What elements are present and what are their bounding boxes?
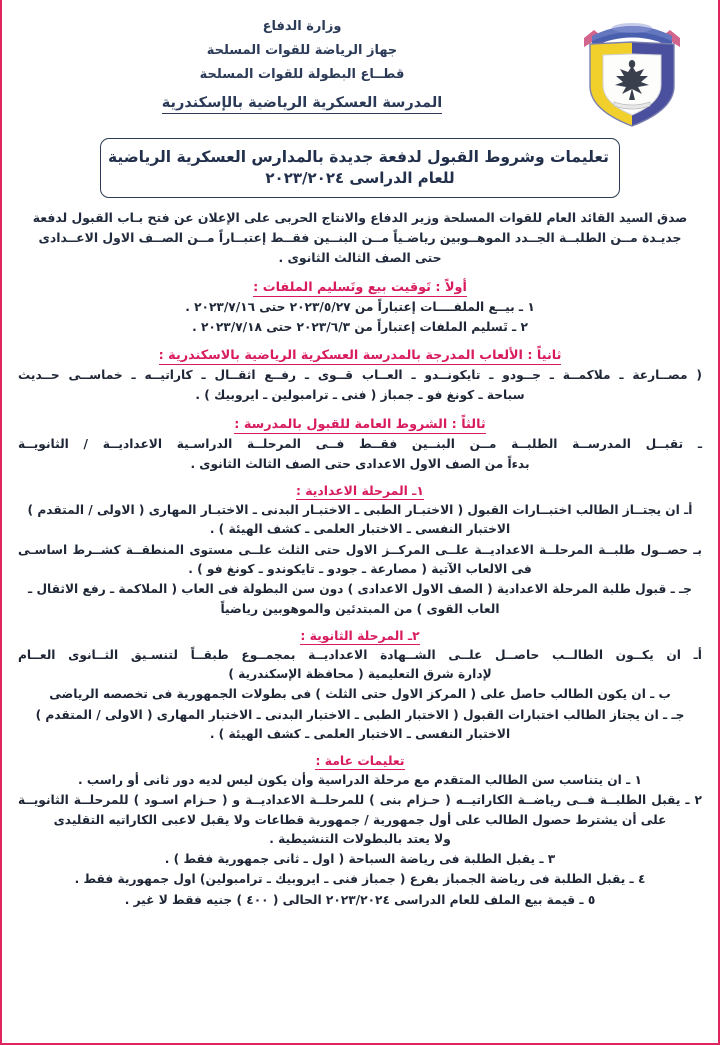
document-title-box (100, 138, 620, 198)
general-note-2 (18, 791, 702, 849)
secondary-stage-heading-text: ٢ـ المرحلة الثانوية : (300, 627, 420, 643)
section-one-heading (16, 280, 704, 295)
intro-paragraph (18, 208, 702, 268)
general-note-2-line-1: ٢ ـ يقبل الطلبــة فــى رياضــة الكاراتيــه ( حـزام بنى ) للمرحلــة الاعداديــة و ( حـزام اسـود ) للمرحلــة الثانويــة (18, 793, 702, 808)
page-title-year: للعام الدراسى ٢٠٢٣/٢٠٢٤ (265, 169, 455, 187)
section-two-sports-list (18, 366, 702, 406)
intro-line-1: صدق السيد القائد العام للقوات المسلحة وزير الدفاع والانتاج الحربى على الإعلان عن فتح بـاب القبول لدفعة (32, 210, 688, 226)
secondary-item-c-line-1: جـ ـ ان يجتاز الطالب اختبارات القبول ( الاختبار الطبى ـ الاختبار البدنى ـ الاختبار المهارى ( الاولى / المتقدم ) (35, 707, 685, 722)
prep-item-c-line-1: جـ ـ قبول طلبة المرحلة الاعدادية ( الصف الاول الاعدادى ) دون سن البطولة فى العاب ( الملاكمة ـ رفع الاثقال ـ (28, 582, 692, 597)
general-note-4: ٤ ـ يقبل الطلبة فى رياضة الجمباز بفرع ( جمباز فنى ـ ايروبيك ـ ترامبولين) اول جمهورية فقط . (74, 872, 646, 887)
secondary-stage-items (18, 646, 702, 744)
secondary-item-a-line-2: لإدارة شرق التعليمية ( محافظة الإسكندرية ) (228, 667, 492, 682)
prep-item-a (18, 501, 702, 540)
page-title: تعليمات وشروط القبول لدفعة جديدة بالمدارس العسكرية الرياضية (107, 148, 609, 166)
prep-item-c-line-2: العاب القوى ) من المبتدئين والموهوبين رياضياً (220, 601, 500, 616)
section-three-line-2: بدءاً من الصف الاول الاعدادى حتى الصف الثالث الثانوى . (190, 456, 530, 471)
section-two-heading (16, 348, 704, 363)
preparatory-stage-items (18, 501, 702, 619)
header-ministry-line: وزارة الدفاع (262, 19, 342, 34)
general-notes-heading-text: تعليمات عامة : (315, 753, 405, 769)
prep-item-a-line-2: الاختبار النفسى ـ الاختبار العلمى ـ كشف الهيئة ) . (209, 522, 511, 537)
general-note-2-line-2: على أن يشترط حصول الطالب على أول جمهورية / جمهورية قطاعات ولا يقبل لاعبى الكاراتيه التقليدى (53, 812, 667, 827)
section-three-line-1 (18, 435, 702, 454)
sports-line-2: سباحة ـ كونغ فو ـ جمباز ( فنى ـ ترامبولين ـ ايروبيك ) . (195, 388, 525, 403)
prep-item-b (18, 541, 702, 580)
general-note-2-line-3: ولا يعتد بالبطولات التنشيطية . (269, 831, 451, 846)
prep-item-b-line-1: بـ حصــول طلبــة المرحلــة الاعداديــة علــى المركــز الاول حتى الثلث علــى مستوى المنطقــة كشــرط اساسـى (18, 542, 702, 557)
preparatory-stage-heading-text: ١ـ المرحلة الاعدادية : (296, 483, 424, 499)
section-three-line-1-text: ـ تقبــل المدرســة الطلبــة مــن البنــين فقــط فــى المرحلــة الدراسـية الاعداديــة / الثانويــة (18, 436, 702, 451)
section-three-heading-text: ثالثاً : الشروط العامة للقبول بالمدرسة : (234, 416, 486, 432)
section-one-items (18, 298, 702, 338)
prep-item-c (18, 580, 702, 619)
secondary-item-b: ب ـ ان يكون الطالب حاصل على ( المركز الاول حتى الثلث ) فى بطولات الجمهورية فى تخصصه الرياضى (49, 687, 671, 702)
list-item: ٢ ـ تَسليم الملفات إعتباراً من ٢٠٢٣/٦/٣ حتى ٢٠٢٣/٧/١٨ . (192, 319, 528, 334)
section-one-heading-text: أولاً : تَوقيت بيع وتَسليم الملفات : (253, 279, 467, 295)
general-note-3: ٣ ـ يقبل الطلبة فى رياضة السباحة ( اول ـ ثانى جمهورية فقط ) . (164, 852, 556, 867)
list-item: ١ ـ بيــع الملفــــات إعتباراً من ٢٠٢٣/٥/٢٧ حتى ٢٠٢٣/٧/١٦ . (185, 299, 535, 314)
secondary-item-c-line-2: الاختبار النفسى ـ الاختبار العلمى ـ كشف الهيئة ) . (209, 726, 511, 741)
general-notes-items (18, 771, 702, 910)
sports-line-1-text: ( مصــارعة ـ ملاكمــة ـ جــودو ـ تايكونــدو ـ العــاب قــوى ـ رفــع اثقــال ـ كاراتيــه ـ خماســى حــديث (18, 368, 702, 383)
military-sports-school-crest-icon (570, 14, 694, 132)
intro-line-3: حتى الصف الثالث الثانوى . (278, 250, 442, 266)
prep-item-b-line-2: فى الالعاب الآتية ( مصارعة ـ جودو ـ تايكوندو ـ كونغ فو ) . (188, 561, 532, 576)
header-sports-authority-line: جهاز الرياضة للقوات المسلحة (206, 43, 398, 58)
general-note-1: ١ ـ ان يتناسب سن الطالب المتقدم مع مرحلة الدراسية وأن يكون ليس لديه دور ثانى أو راسب . (78, 773, 642, 788)
secondary-item-a-line-1: أـ ان يكــون الطالــب حاصــل علــى الشــهادة الاعداديــة بمجمــوع طبقــاً لتنسـيق الثــانوى العــام (18, 647, 702, 662)
section-three-body (18, 435, 702, 475)
secondary-stage-heading (16, 628, 704, 643)
secondary-item-c (18, 706, 702, 745)
section-two-heading-text: ثانياً : الألعاب المدرجة بالمدرسة العسكرية الرياضية بالاسكندرية : (158, 348, 562, 364)
header-championship-sector-line: قطــاع البطولة للقوات المسلحة (199, 67, 405, 82)
sports-line-1 (18, 366, 702, 385)
document-header (16, 6, 704, 134)
general-notes-heading (16, 753, 704, 768)
preparatory-stage-heading (16, 483, 704, 498)
secondary-item-a (18, 646, 702, 685)
header-text-block (16, 14, 570, 114)
intro-line-2: جديـدة مــن الطلبــة الجــدد الموهــوبين رياضـياً مــن البنــين فقــط إعتبــاراً مــن الصــف الاول الاعــدادى (38, 230, 682, 246)
general-note-5: ٥ ـ قيمة بيع الملف للعام الدراسى ٢٠٢٣/٢٠٢٤ الحالى ( ٤٠٠ ) جنيه فقط لا غير . (124, 892, 596, 907)
header-school-name-line: المدرسة العسكرية الرياضية بالإسكندرية (162, 96, 443, 114)
section-three-heading (16, 417, 704, 432)
prep-item-a-line-1: أـ ان يجتــاز الطالب اختبــارات القبول ( الاختبـار الطبى ـ الاختبـار البدنى ـ الاختبـار المهارى ( الاولى / المتقدم ) (27, 503, 693, 518)
